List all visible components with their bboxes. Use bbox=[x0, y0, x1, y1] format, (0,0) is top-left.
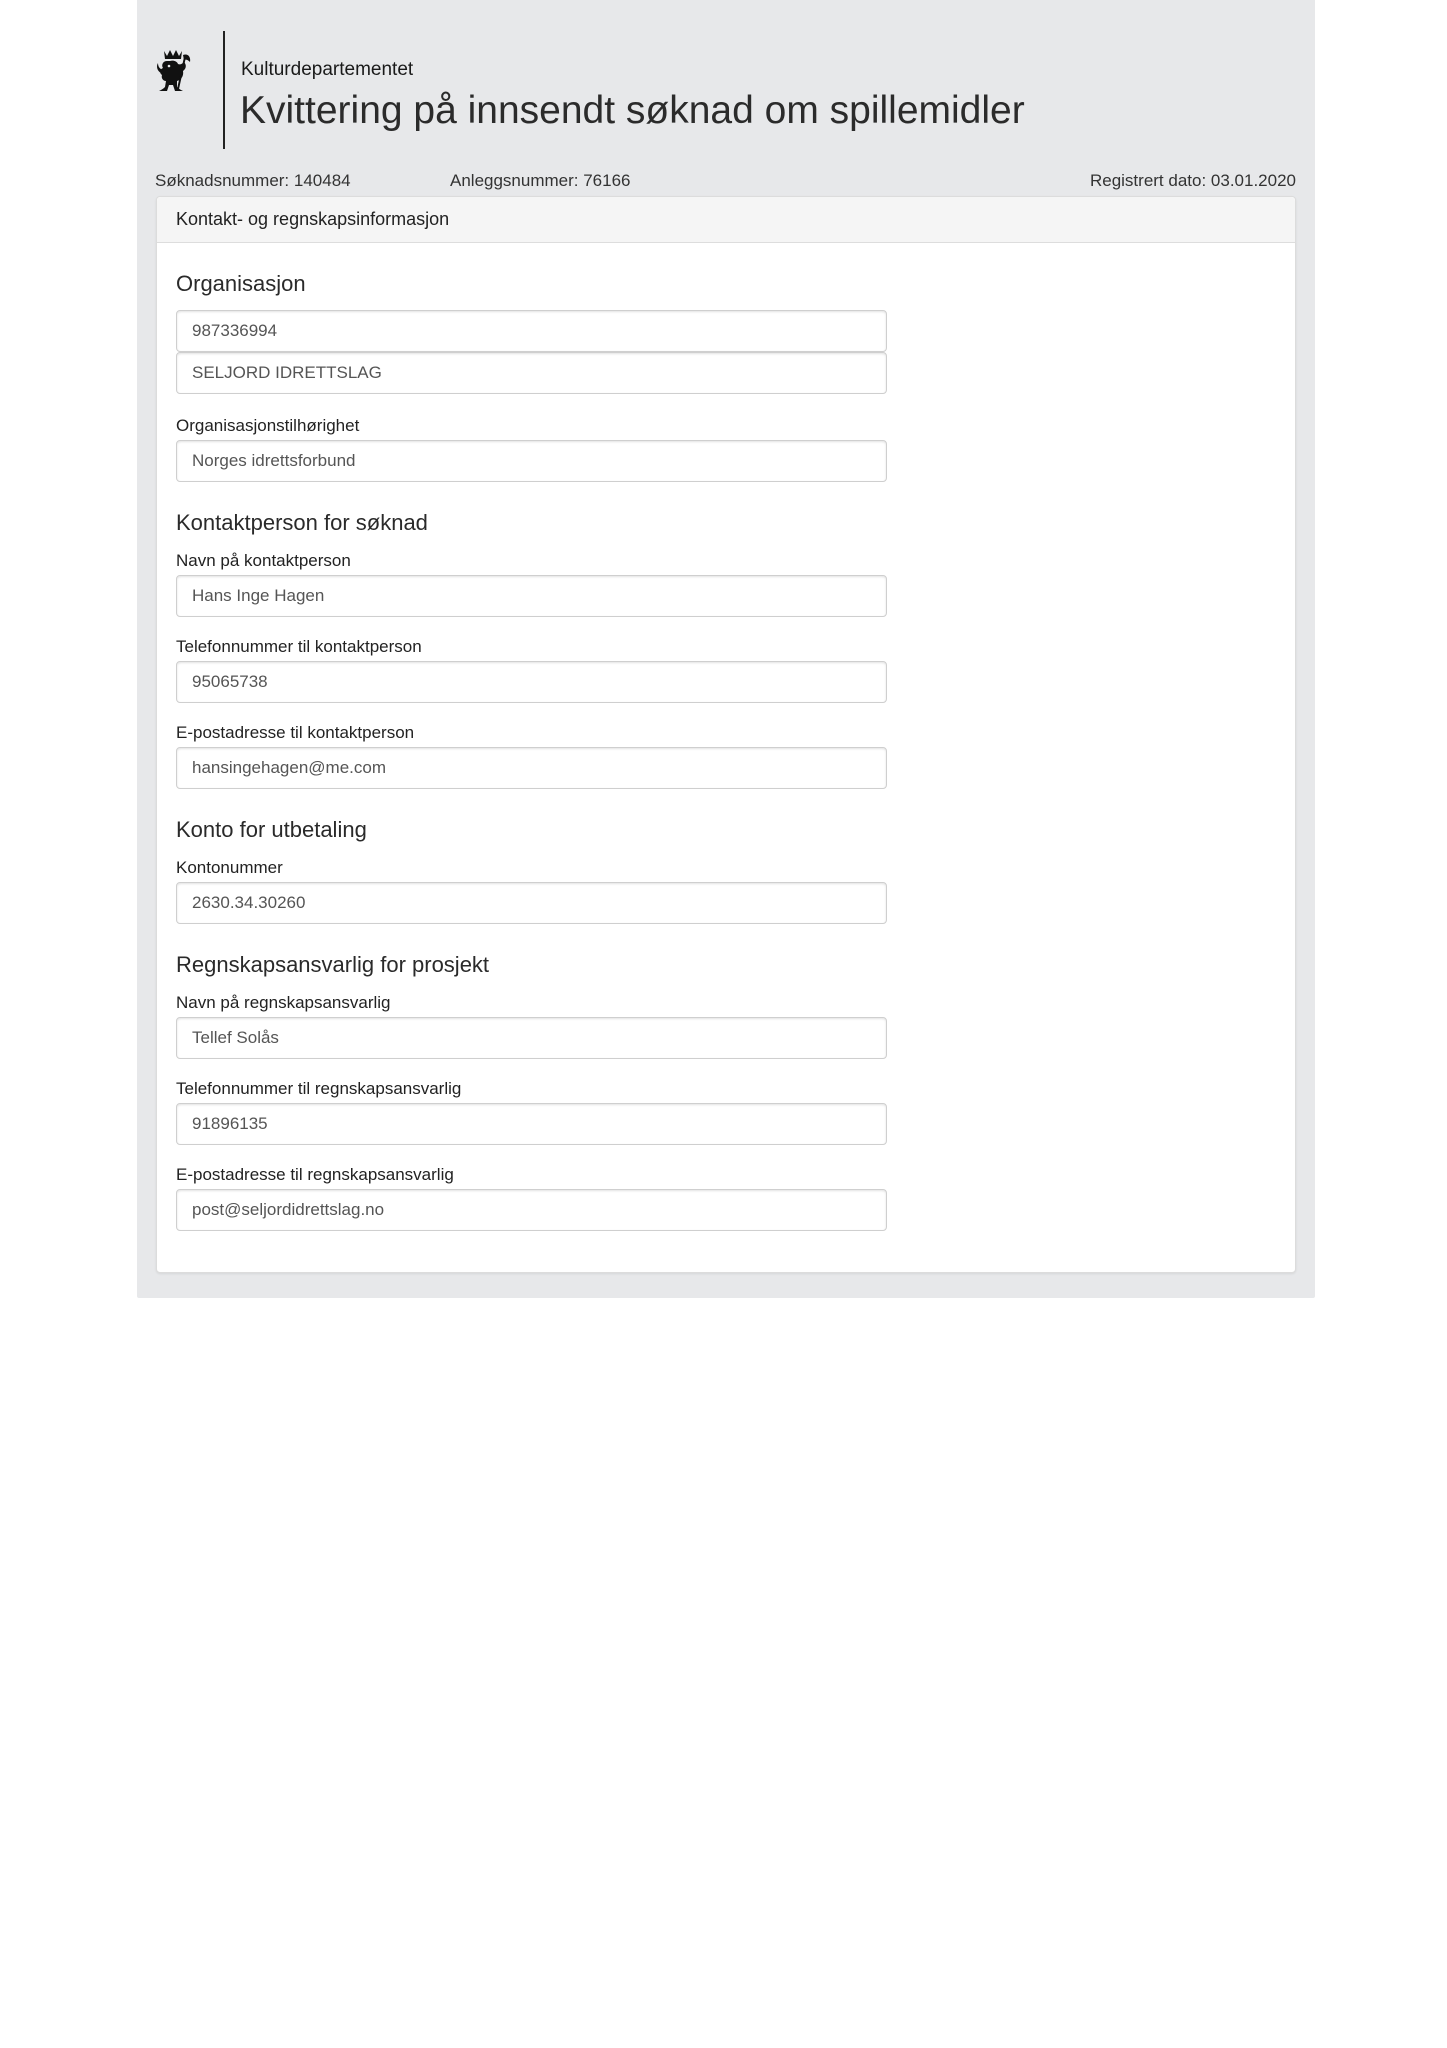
org-affiliation-field[interactable]: Norges idrettsforbund bbox=[176, 440, 887, 482]
accountant-name-field[interactable]: Tellef Solås bbox=[176, 1017, 887, 1059]
page-title: Kvittering på innsendt søknad om spillemidler bbox=[240, 89, 1025, 132]
norwegian-lion-coat-of-arms-icon bbox=[155, 49, 191, 95]
contact-name-field[interactable]: Hans Inge Hagen bbox=[176, 575, 887, 617]
accountant-email-field[interactable]: post@seljordidrettslag.no bbox=[176, 1189, 887, 1231]
accountant-phone-field[interactable]: 91896135 bbox=[176, 1103, 887, 1145]
accountant-name-label: Navn på regnskapsansvarlig bbox=[176, 993, 391, 1012]
application-meta bbox=[155, 171, 1296, 193]
account-number-field[interactable]: 2630.34.30260 bbox=[176, 882, 887, 924]
accountant-email-label: E-postadresse til regnskapsansvarlig bbox=[176, 1165, 454, 1184]
header-divider bbox=[223, 31, 225, 149]
org-number-field[interactable]: 987336994 bbox=[176, 310, 887, 352]
facility-number: Anleggsnummer: 76166 bbox=[450, 171, 631, 190]
contact-name-label: Navn på kontaktperson bbox=[176, 551, 351, 570]
receipt-page bbox=[137, 0, 1315, 1298]
accountant-section-title: Regnskapsansvarlig for prosjekt bbox=[176, 952, 490, 977]
contact-phone-label: Telefonnummer til kontaktperson bbox=[176, 637, 422, 656]
ministry-name: Kulturdepartementet bbox=[241, 59, 414, 80]
accountant-phone-label: Telefonnummer til regnskapsansvarlig bbox=[176, 1079, 462, 1098]
application-number: Søknadsnummer: 140484 bbox=[155, 171, 351, 190]
contact-email-field[interactable]: hansingehagen@me.com bbox=[176, 747, 887, 789]
contact-phone-field[interactable]: 95065738 bbox=[176, 661, 887, 703]
org-name-field[interactable]: SELJORD IDRETTSLAG bbox=[176, 352, 887, 394]
organization-section-title: Organisasjon bbox=[176, 271, 306, 296]
org-affiliation-label: Organisasjonstilhørighet bbox=[176, 416, 360, 435]
contact-section-title: Kontaktperson for søknad bbox=[176, 510, 428, 535]
panel-heading: Kontakt- og regnskapsinformasjon bbox=[157, 197, 1295, 243]
account-number-label: Kontonummer bbox=[176, 858, 283, 877]
account-section-title: Konto for utbetaling bbox=[176, 817, 367, 842]
contact-accounting-panel bbox=[156, 196, 1296, 1273]
contact-email-label: E-postadresse til kontaktperson bbox=[176, 723, 415, 742]
registered-date: Registrert dato: 03.01.2020 bbox=[1089, 171, 1296, 190]
